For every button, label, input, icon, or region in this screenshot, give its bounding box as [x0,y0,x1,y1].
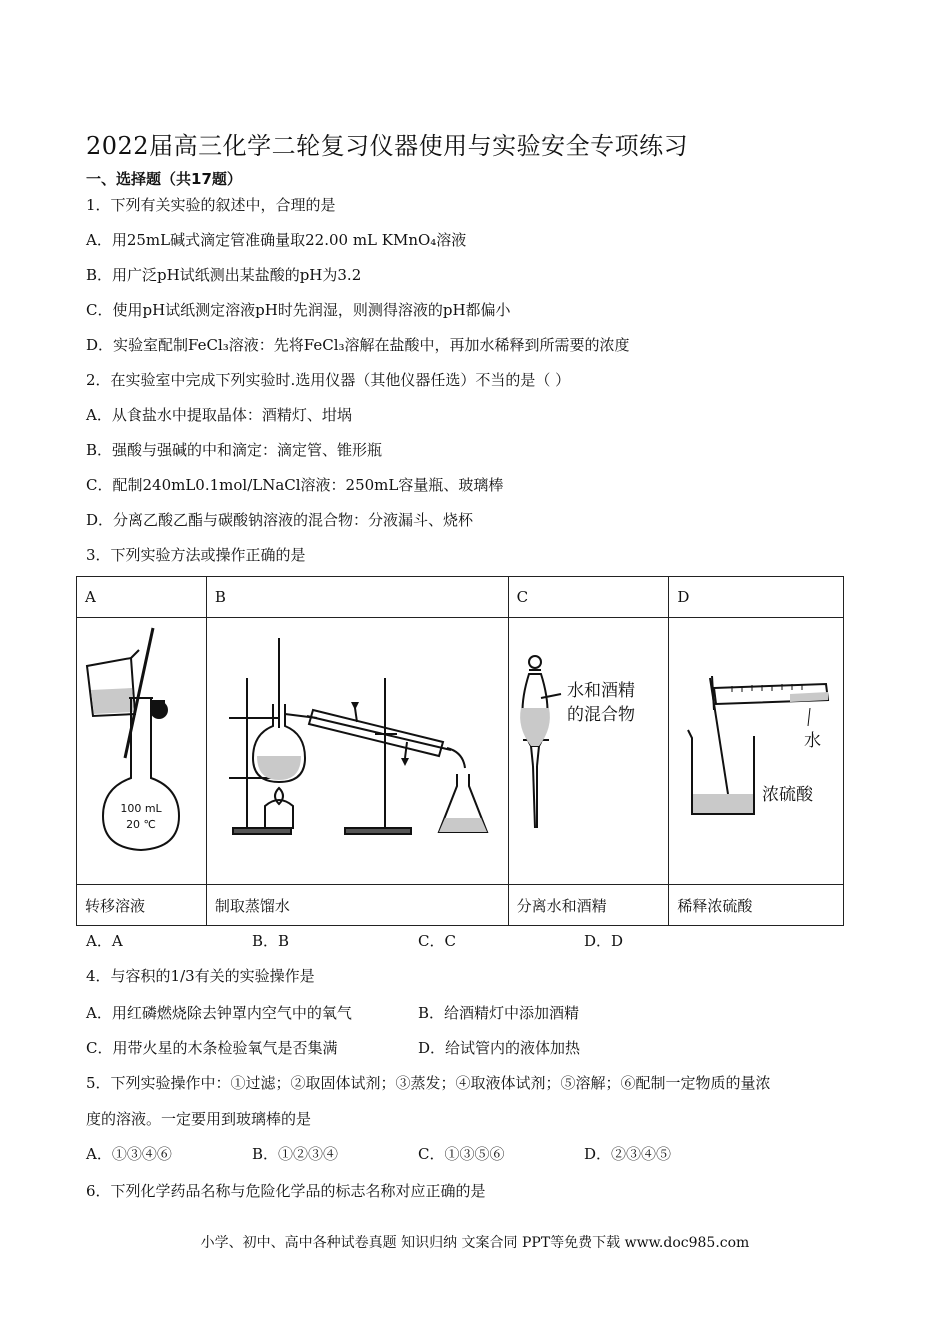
q3-caption-a: 转移溶液 [77,885,207,926]
q2-option-d: D．分离乙酸乙酯与碳酸钠溶液的混合物：分液漏斗、烧杯 [86,511,474,529]
q2-option-a: A．从食盐水中提取晶体：酒精灯、坩埚 [86,406,352,424]
q3-header-a: A [77,577,207,618]
dilution-figure [670,618,842,880]
q3-figure-a-cell [77,618,207,885]
q4-option-b: B．给酒精灯中添加酒精 [418,1004,580,1022]
q3-header-c: C [508,577,669,618]
q4-option-a: A．用红磷燃烧除去钟罩内空气中的氧气 [86,1004,352,1022]
q1-option-d: D．实验室配制FeCl₃溶液：先将FeCl₃溶解在盐酸中，再加水稀释到所需要的浓度 [86,336,630,354]
q5-option-d: D．②③④⑤ [584,1145,672,1163]
section-heading: 一、选择题（共17题） [86,170,242,188]
q3-caption-b: 制取蒸馏水 [206,885,508,926]
q3-caption-c: 分离水和酒精 [508,885,669,926]
q3-header-d: D [669,577,844,618]
q6-stem: 6．下列化学药品名称与危险化学品的标志名称对应正确的是 [86,1182,486,1200]
flask-label-volume: 100 mL [120,802,163,815]
flask-label-temperature: 20 ℃ [126,818,157,831]
q3-caption-d: 稀释浓硫酸 [669,885,844,926]
q5-option-a: A．①③④⑥ [86,1145,172,1163]
q3-option-d: D．D [584,932,624,950]
q3-option-b: B．B [252,932,290,950]
q4-stem: 4．与容积的1/3有关的实验操作是 [86,967,315,985]
q2-option-b: B．强酸与强碱的中和滴定：滴定管、锥形瓶 [86,441,383,459]
page-title: 2022届高三化学二轮复习仪器使用与实验安全专项练习 [86,132,689,160]
q1-option-a: A．用25mL碱式滴定管准确量取22.00 mL KMnO₄溶液 [86,231,467,249]
q3-figure-d-cell [669,618,844,885]
label-water: 水 [804,731,822,751]
q1-stem: 1．下列有关实验的叙述中，合理的是 [86,196,336,214]
q3-table [76,576,844,926]
label-conc-acid: 浓硫酸 [762,785,814,805]
q3-option-c: C．C [418,932,456,950]
q1-option-c: C．使用pH试纸测定溶液pH时先润湿，则测得溶液的pH都偏小 [86,301,511,319]
q4-option-d: D．给试管内的液体加热 [418,1039,581,1057]
funnel-label-line2: 的混合物 [567,705,636,725]
q3-figure-c-cell [508,618,669,885]
q5-option-c: C．①③⑤⑥ [418,1145,505,1163]
q4-option-c: C．用带火星的木条检验氧气是否集满 [86,1039,338,1057]
page-footer: 小学、初中、高中各种试卷真题 知识归纳 文案合同 PPT等免费下载 www.doc985.com [200,1235,750,1251]
q2-stem: 2．在实验室中完成下列实验时.选用仪器（其他仪器任选）不当的是（ ） [86,371,571,389]
separatory-funnel-figure [509,618,667,880]
q5-stem-line1: 5．下列实验操作中：①过滤；②取固体试剂；③蒸发；④取液体试剂；⑤溶解；⑥配制一定物质的量浓 [86,1074,771,1092]
q3-figure-b-cell [206,618,508,885]
q3-stem: 3．下列实验方法或操作正确的是 [86,546,306,564]
q3-option-a: A．A [86,932,123,950]
funnel-label-line1: 水和酒精 [567,681,636,701]
q5-stem-line2: 度的溶液。一定要用到玻璃棒的是 [86,1110,312,1128]
q1-option-b: B．用广泛pH试纸测出某盐酸的pH为3.2 [86,266,362,284]
q2-option-c: C．配制240mL0.1mol/LNaCl溶液：250mL容量瓶、玻璃棒 [86,476,504,494]
q5-option-b: B．①②③④ [252,1145,339,1163]
volumetric-flask-figure [77,618,205,880]
q3-header-b: B [206,577,508,618]
distillation-apparatus-figure [207,618,507,880]
